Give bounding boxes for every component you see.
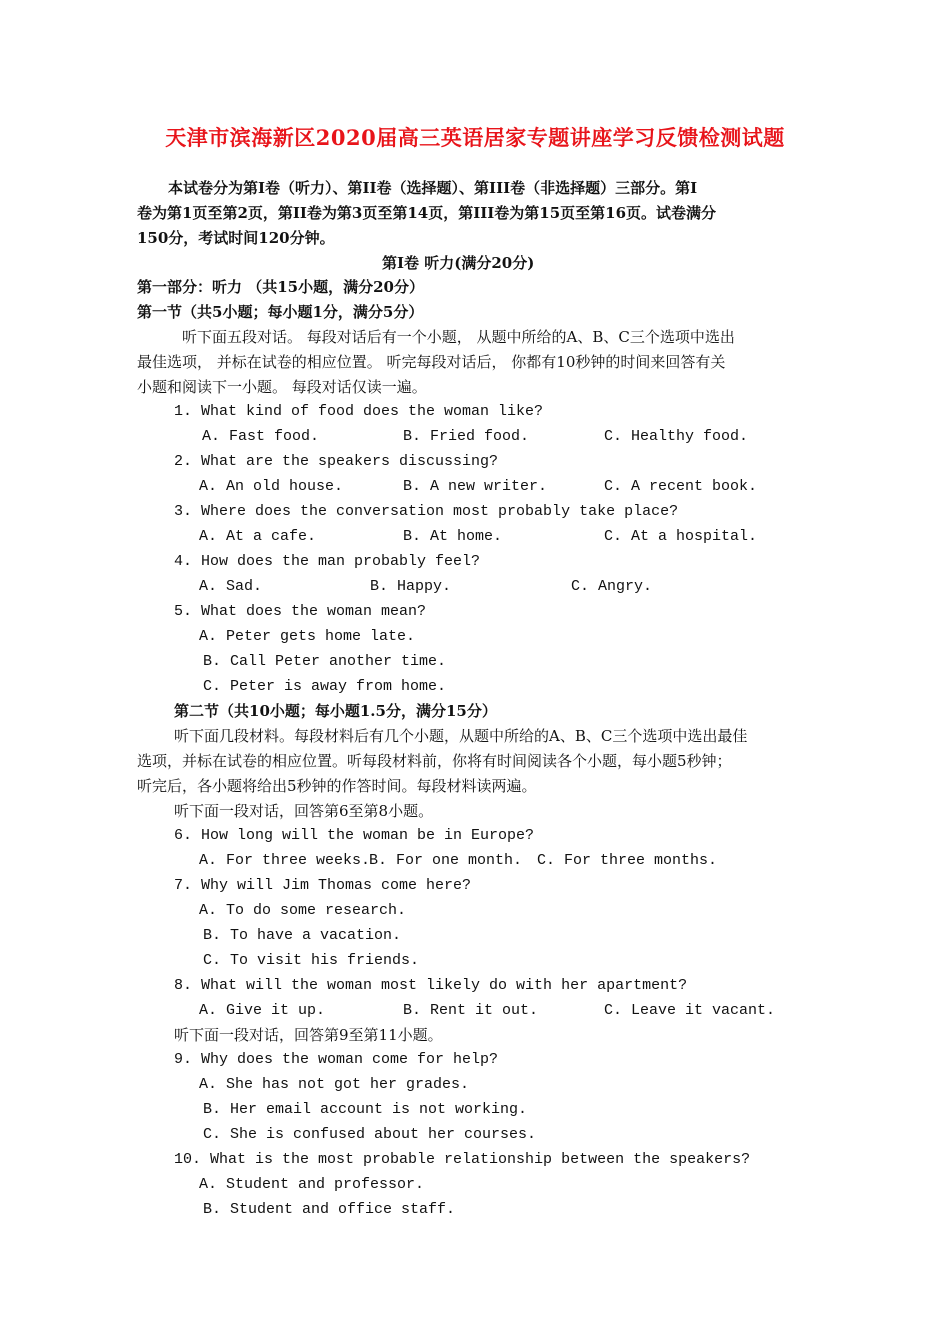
question-3-option-b: B. At home. xyxy=(403,528,503,545)
question-7-option-c: C. To visit his friends. xyxy=(203,952,420,969)
section1-heading: 第一节（共5小题；每小题1分，满分5分） xyxy=(137,303,424,321)
question-5-option-c: C. Peter is away from home. xyxy=(203,678,447,695)
question-3-option-c: C. At a hospital. xyxy=(604,528,758,545)
question-1-option-a: A. Fast food. xyxy=(202,428,320,445)
question-6-option-b: B. For one month. xyxy=(369,852,523,869)
section2-instruction-3: 听完后，各小题将给出5秒钟的作答时间。每段材料读两遍。 xyxy=(137,777,537,795)
question-3-option-a: A. At a cafe. xyxy=(199,528,317,545)
section1-instruction-3: 小题和阅读下一小题。 每段对话仅读一遍。 xyxy=(137,378,427,396)
question-3-stem: 3. Where does the conversation most probably take place? xyxy=(174,503,679,520)
intro-line-2: 卷为第1页至第2页，第II卷为第3页至第14页，第III卷为第15页至第16页。试卷满分 xyxy=(137,204,717,222)
section2-instruction-2: 选项，并标在试卷的相应位置。听每段材料前，你将有时间阅读各个小题，每小题5秒钟； xyxy=(137,752,732,770)
question-6-option-a: A. For three weeks. xyxy=(199,852,371,869)
question-7-stem: 7. Why will Jim Thomas come here? xyxy=(174,877,472,894)
volume1-heading: 第Ⅰ卷 听力(满分20分) xyxy=(382,254,535,272)
question-4-option-c: C. Angry. xyxy=(571,578,653,595)
question-4-option-a: A. Sad. xyxy=(199,578,263,595)
question-9-stem: 9. Why does the woman come for help? xyxy=(174,1051,499,1068)
question-1-option-c: C. Healthy food. xyxy=(604,428,749,445)
question-9-option-c: C. She is confused about her courses. xyxy=(203,1126,537,1143)
section2-instruction-1: 听下面几段材料。每段材料后有几个小题，从题中所给的A、B、C三个选项中选出最佳 xyxy=(174,727,748,745)
question-2-option-c: C. A recent book. xyxy=(604,478,758,495)
question-8-option-a: A. Give it up. xyxy=(199,1002,326,1019)
question-6-stem: 6. How long will the woman be in Europe? xyxy=(174,827,535,844)
question-7-option-b: B. To have a vacation. xyxy=(203,927,402,944)
question-10-stem: 10. What is the most probable relationship between the speakers? xyxy=(174,1151,751,1168)
question-2-stem: 2. What are the speakers discussing? xyxy=(174,453,499,470)
question-5-stem: 5. What does the woman mean? xyxy=(174,603,427,620)
question-6-option-c: C. For three months. xyxy=(537,852,718,869)
section2-heading: 第二节（共10小题；每小题1.5分，满分15分） xyxy=(174,702,497,720)
question-2-option-b: B. A new writer. xyxy=(403,478,548,495)
question-8-option-b: B. Rent it out. xyxy=(403,1002,539,1019)
question-10-option-a: A. Student and professor. xyxy=(199,1176,425,1193)
question-1-stem: 1. What kind of food does the woman like? xyxy=(174,403,544,420)
question-8-stem: 8. What will the woman most likely do with her apartment? xyxy=(174,977,688,994)
intro-line-1: 本试卷分为第Ⅰ卷（听力）、第II卷（选择题）、第III卷（非选择题）三部分。第Ⅰ xyxy=(168,179,698,197)
question-4-stem: 4. How does the man probably feel? xyxy=(174,553,481,570)
section1-instruction-2: 最佳选项， 并标在试卷的相应位置。 听完每段对话后， 你都有10秒钟的时间来回答有关 xyxy=(137,353,726,371)
question-1-option-b: B. Fried food. xyxy=(403,428,530,445)
intro-line-3: 150分，考试时间120分钟。 xyxy=(137,229,335,247)
question-8-option-c: C. Leave it vacant. xyxy=(604,1002,776,1019)
question-5-option-b: B. Call Peter another time. xyxy=(203,653,447,670)
dialog-9-11-intro: 听下面一段对话，回答第9至第11小题。 xyxy=(174,1026,443,1044)
question-9-option-a: A. She has not got her grades. xyxy=(199,1076,470,1093)
question-4-option-b: B. Happy. xyxy=(370,578,452,595)
question-5-option-a: A. Peter gets home late. xyxy=(199,628,416,645)
question-10-option-b: B. Student and office staff. xyxy=(203,1201,456,1218)
exam-title: 天津市滨海新区2020届高三英语居家专题讲座学习反馈检测试题 xyxy=(165,125,785,150)
section1-instruction-1: 听下面五段对话。 每段对话后有一个小题， 从题中所给的A、B、C三个选项中选出 xyxy=(182,328,735,346)
question-9-option-b: B. Her email account is not working. xyxy=(203,1101,528,1118)
question-2-option-a: A. An old house. xyxy=(199,478,344,495)
dialog-6-8-intro: 听下面一段对话，回答第6至第8小题。 xyxy=(174,802,434,820)
question-7-option-a: A. To do some research. xyxy=(199,902,407,919)
part1-heading: 第一部分：听力 （共15小题，满分20分） xyxy=(137,278,424,296)
